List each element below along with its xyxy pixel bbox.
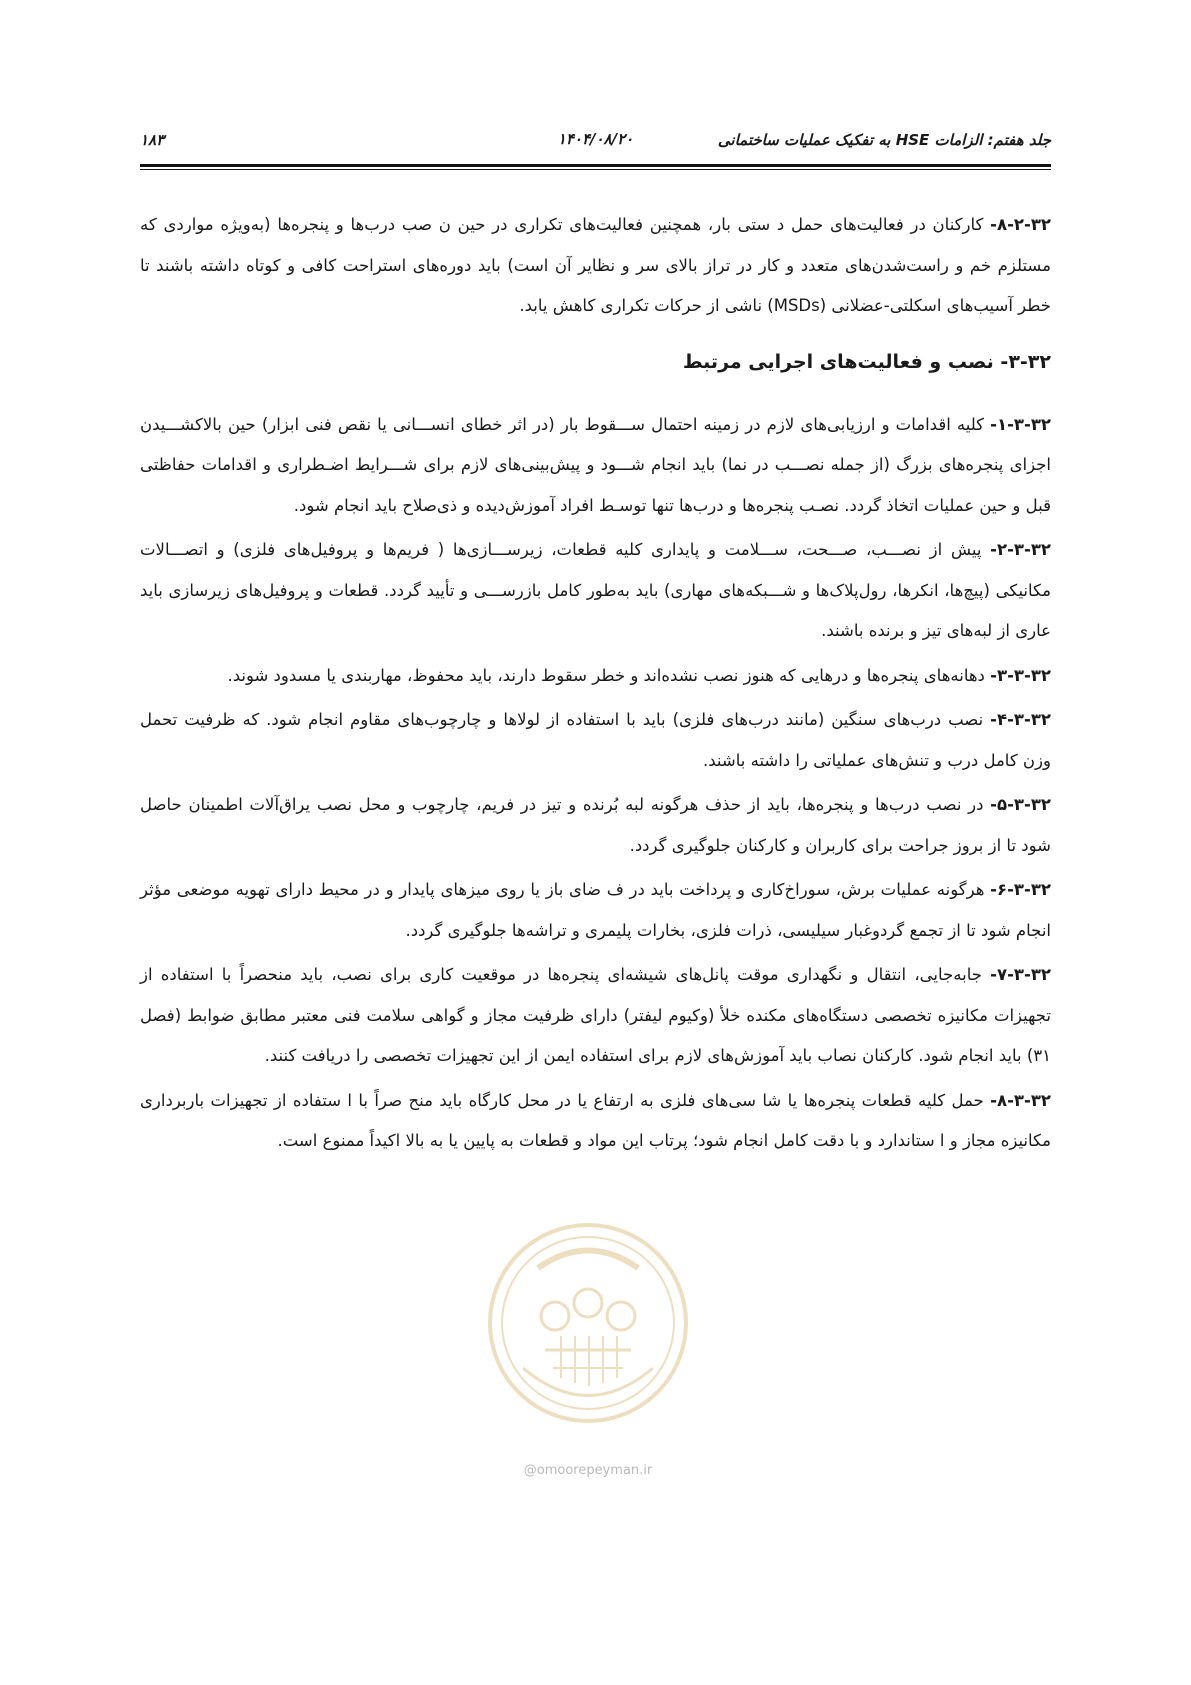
paragraph-32-3-6 (140, 870, 1051, 951)
header-title: جلد هفتم: الزامات HSE به تفکیک عملیات ساختمانی (717, 131, 1051, 149)
paragraph-number: ۷-۳-۳۲- (990, 965, 1051, 984)
page-header (140, 128, 1051, 152)
paragraph-number: ۴-۳-۳۲- (990, 710, 1051, 729)
watermark-seal-logo (483, 1218, 693, 1428)
paragraph-32-3-8 (140, 1081, 1051, 1162)
paragraph-32-2-8 (140, 205, 1051, 327)
paragraph-32-3-4 (140, 700, 1051, 781)
paragraph-number: ۸-۳-۳۲- (990, 1090, 1051, 1110)
paragraph-number: ۲-۳-۳۲- (990, 540, 1051, 559)
page-number: ۱۸۳ (140, 131, 165, 149)
paragraph-text: پیش از نصـــب، صـــحت، ســـلامت و پایداری کلیه قطعات، زیرســـازی‌ها ( فریم‌ها و پروفیل‌های فلزی) و اتصـــالات مکانیکی (پیچ‌ها، انکرها، رول‌پلاک‌ها و شـــبکه‌های مهاری) باید به‌طور کامل بازرســـی و تأیید گردد. قطعات و پروفیل‌های زیرسازی باید عاری از لبه‌های تیز و برنده باشند. (140, 540, 1051, 640)
paragraph-text: هرگونه عملیات برش، سوراخ‌کاری و پرداخت باید در ف ضای باز یا روی میزهای پایدار و در محیط دارای تهویه موضعی مؤثر انجام شود تا از تجمع گردوغبار سیلیسی، ذرات فلزی، بخارات پلیمری و تراشه‌ها جلوگیری گردد. (140, 880, 1051, 940)
paragraph-number: ۵-۳-۳۲- (990, 795, 1051, 814)
paragraph-number: ۳-۳-۳۲- (990, 665, 1051, 685)
paragraph-text: نصب درب‌های سنگین (مانند درب‌های فلزی) باید با استفاده از لولاها و چارچوب‌های مقاوم انجام شود. که ظرفیت تحمل وزن کامل درب و تنش‌های عملیاتی را داشته باشند. (140, 710, 1051, 770)
page-body (140, 205, 1051, 1166)
paragraph-32-3-2 (140, 530, 1051, 652)
header-rule-thin (140, 169, 1051, 170)
paragraph-text: کلیه اقدامات و ارزیابی‌های لازم در زمینه احتمال ســـقوط بار (در اثر خطای انســـانی یا نقص فنی ابزار) حین بالاکشـــیدن اجزای پنجره‌های بزرگ (از جمله نصـــب در نما) باید انجام شـــود و پیش‌بینی‌های لازم برای شـــرایط اضـطراری و اقدامات حفاظتی قبل و حین عملیات اتخاذ گردد. نصـب پنجره‌ها و درب‌ها تنها توسـط افراد آموزش‌دیده و ذی‌صلاح باید انجام شود. (140, 414, 1051, 515)
paragraph-number: ۶-۳-۳۲- (990, 880, 1051, 899)
paragraph-text: جابه‌جایی، انتقال و نگهداری موقت پانل‌های شیشه‌ای پنجره‌ها در موقعیت کاری برای نصب، باید منحصراً با استفاده از تجهیزات مکانیزه تخصصی دستگاه‌های مکنده خلأ (وکیوم لیفتر) دارای ظرفیت مجاز و گواهی سلامت فنی معتبر مطابق ضوابط (فصل ۳۱) باید انجام شود. کارکنان نصاب باید آموزش‌های لازم برای استفاده ایمن از این تجهیزات تخصصی را دریافت کنند. (140, 965, 1051, 1065)
paragraph-32-3-3 (140, 656, 1051, 697)
paragraph-text: حمل کلیه قطعات پنجره‌ها یا شا سی‌های فلزی به ارتفاع یا در محل کارگاه باید منح صراً با ا ستفاده از تجهیزات باربرداری مکانیزه مجاز و ا ستاندارد و با دقت کامل انجام شود؛ پرتاب این مواد و قطعات به پایین یا به بالا اکیداً ممنوع است. (140, 1090, 1051, 1150)
section-heading: ۳-۳۲- نصب و فعالیت‌های اجرایی مرتبط (682, 350, 1051, 373)
paragraph-32-3-1 (140, 405, 1051, 527)
paragraph-text: دهانه‌های پنجره‌ها و درهایی که هنوز نصب نشده‌اند و خطر سقوط دارند، باید محفوظ، مهاربندی یا مسدود شوند. (227, 665, 985, 685)
paragraph-32-3-7 (140, 955, 1051, 1077)
watermark-url: @omoorepeyman.ir (523, 1463, 653, 1478)
header-date: ۱۴۰۴/۰۸/۲۰ (557, 130, 634, 148)
paragraph-32-3-5 (140, 785, 1051, 866)
header-rule-thick (140, 164, 1051, 167)
paragraph-number: ۱-۳-۳۲- (990, 414, 1051, 434)
paragraph-text: کارکنان در فعالیت‌های حمل د ستی بار، همچنین فعالیت‌های تکراری در حین ن صب درب‌ها و پنجره‌ها (به‌ویژه مواردی که مستلزم خم و راست‌شدن‌های متعدد و کار در تراز بالای سر و نظایر آن است) باید دوره‌های استراحت کافی و کوتاه داشته باشند تا خطر آسیب‌های اسکلتی-عضلانی (MSDs) ناشی از حرکات تکراری کاهش یابد. (140, 215, 1051, 315)
paragraph-number: ۸-۲-۳۲- (990, 215, 1051, 234)
paragraph-text: در نصب درب‌ها و پنجره‌ها، باید از حذف هرگونه لبه بُرنده و تیز در فریم، چارچوب و محل نصب یراق‌آلات اطمینان حاصل شود تا از بروز جراحت برای کاربران و کارکنان جلوگیری گردد. (140, 795, 1051, 855)
